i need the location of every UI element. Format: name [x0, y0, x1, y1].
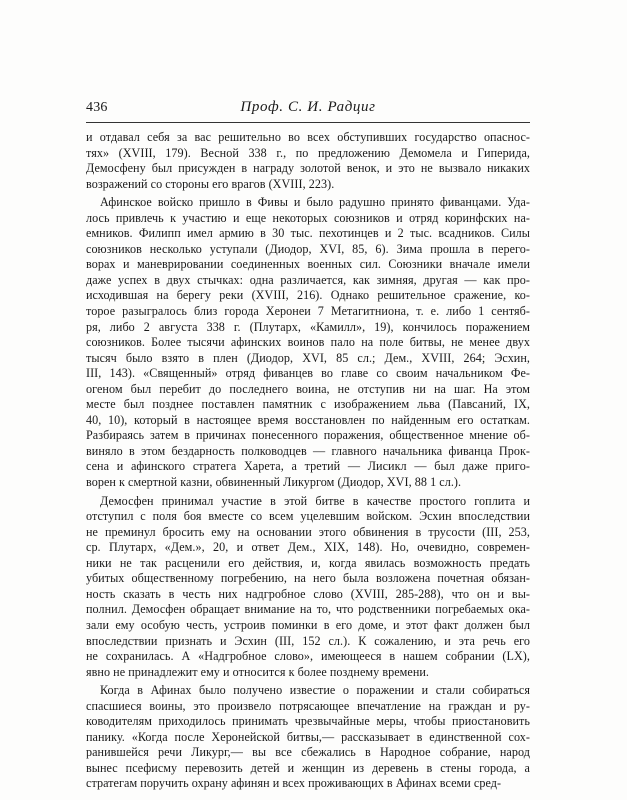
text-line: Демосфену был присужден в награду золотой венок, и это не вызвало никаких	[86, 161, 530, 176]
text-line: 40, 10), который в настоящее время восстановлен по найденным его остаткам.	[86, 412, 530, 427]
text-line: ср. Плутарх, «Дем.», 20, и ответ Дем., XIX, 148). Но, очевидно, современ-	[86, 540, 530, 555]
text-line: виняло в этом бездарность полководцев — главного начальника фиванца Прок-	[86, 443, 530, 458]
text-line: стратегам поручить охрану афинян и всех проживающих в Афинах всеми сред-	[86, 776, 502, 791]
text-line: III, 143). «Священный» отряд фиванцев во главе со своим начальником Фе-	[86, 366, 530, 381]
text-line: ря, либо 2 августа 338 г. (Плутарх, «Камилл», 19), кончилось поражением	[86, 319, 530, 334]
text-line: убитых общественному погребению, на него была возложена почетная обязан-	[86, 571, 530, 586]
text-line: ворах и маневрировании соединенных военных сил. Союзники вначале имели	[86, 257, 530, 272]
header-rule	[86, 122, 530, 123]
page-number: 436	[86, 100, 108, 115]
text-line: торое разыгралось близ города Херонеи 7 Метагитниона, т. е. либо 1 сентяб-	[86, 304, 530, 319]
running-head: Проф. С. И. Радциг	[240, 99, 376, 115]
text-line: емников. Филипп имел армию в 30 тыс. пехотинцев и 2 тыс. всадников. Силы	[86, 226, 530, 241]
text-line: исходившая на берегу реки (XVIII, 216). Однако решительное сражение, ко-	[86, 288, 530, 303]
text-line: не преминул бросить ему на основании этого обвинения в трусости (III, 253,	[86, 524, 530, 539]
text-line: панику. «Когда после Херонейской битвы,— рассказывает в единственной сох-	[86, 729, 530, 744]
text-line: впоследствии признать и Эсхин (III, 152 сл.). К сожалению, и эта речь его	[86, 633, 530, 648]
text-line: тях» (XVIII, 179). Весной 338 г., по предложению Демомела и Гиперида,	[86, 145, 530, 160]
text-line: ранившейся речи Ликург,— вы все сбежались в Народное собрание, народ	[86, 745, 530, 760]
text-line: ворен к смертной казни, обвиненный Ликургом (Диодор, XVI, 88 1 сл.).	[86, 475, 462, 490]
text-line: полнил. Демосфен обращает внимание на то, что родственники погребаемых ока-	[86, 602, 530, 617]
text-line: тысяч было взято в плен (Диодор, XVI, 85 сл.; Дем., XVIII, 264; Эсхин,	[86, 350, 530, 365]
text-line: спасшиеся воины, это произвело потрясающее впечатление на граждан и ру-	[86, 698, 530, 713]
text-line: Афинское войско пришло в Фивы и было радушно принято фиванцами. Уда-	[100, 195, 530, 210]
text-line: лось привлечь к участию и еще некоторых союзников и отряд коринфских на-	[86, 210, 530, 225]
text-line: Когда в Афинах было получено известие о поражении и стали собираться	[100, 683, 530, 698]
text-line: ники не так расценили его действия, и, когда явилась возможность предать	[86, 555, 530, 570]
text-line: Разбираясь затем в причинах понесенного поражения, общественное мнение об-	[86, 428, 530, 443]
text-line: сена и афинского стратега Харета, а третий — Лисикл — был даже пригo-	[86, 459, 530, 474]
text-line: явно не принадлежит ему и относится к более позднему времени.	[86, 664, 430, 679]
text-line: возражений со стороны его врагов (XVIII, 223).	[86, 176, 335, 191]
paragraph	[86, 494, 530, 681]
text-line: отступил с поля боя вместе со всем уцелевшим войском. Эсхин впоследствии	[86, 509, 530, 524]
page-header	[86, 98, 530, 120]
paragraph	[86, 195, 530, 490]
text-line: месте был позднее поставлен памятник с изображением льва (Павсаний, IX,	[86, 397, 530, 412]
text-line: ководителям приходилось принимать чрезвычайные меры, чтобы приостановить	[86, 714, 530, 729]
paragraph	[86, 130, 530, 192]
text-line: ность сказать в честь них надгробное слово (XVIII, 285-288), что он и вы-	[86, 586, 530, 601]
text-line: и отдавал себя за вас решительно во всех обступивших государство опаснос-	[86, 130, 530, 144]
text-line: даже успех в двух стычках: одна различается, как зимняя, другая — как про-	[86, 272, 530, 287]
body-text	[86, 130, 530, 792]
paragraph	[86, 683, 530, 792]
text-line: союзников. Более тысячи афинских воинов пало на поле битвы, не менее двух	[86, 335, 530, 350]
text-line: не сохранилась. А «Надгробное слово», имеющееся в нашем собрании (LX),	[86, 649, 530, 664]
text-line: зали ему особую честь, устроив поминки в его доме, и этот факт должен был	[86, 617, 530, 632]
text-line: вынес псефисму перевозить детей и женщин из деревень в стены города, а	[86, 760, 530, 775]
text-line: Демосфен принимал участие в этой битве в качестве простого гоплита и	[100, 493, 530, 508]
text-line: огеном был перебит до последнего воина, не отступив ни на шаг. На этом	[86, 381, 530, 396]
text-line: союзников несколько уступали (Диодор, XVI, 85, 6). Зима прошла в перего-	[86, 241, 530, 256]
